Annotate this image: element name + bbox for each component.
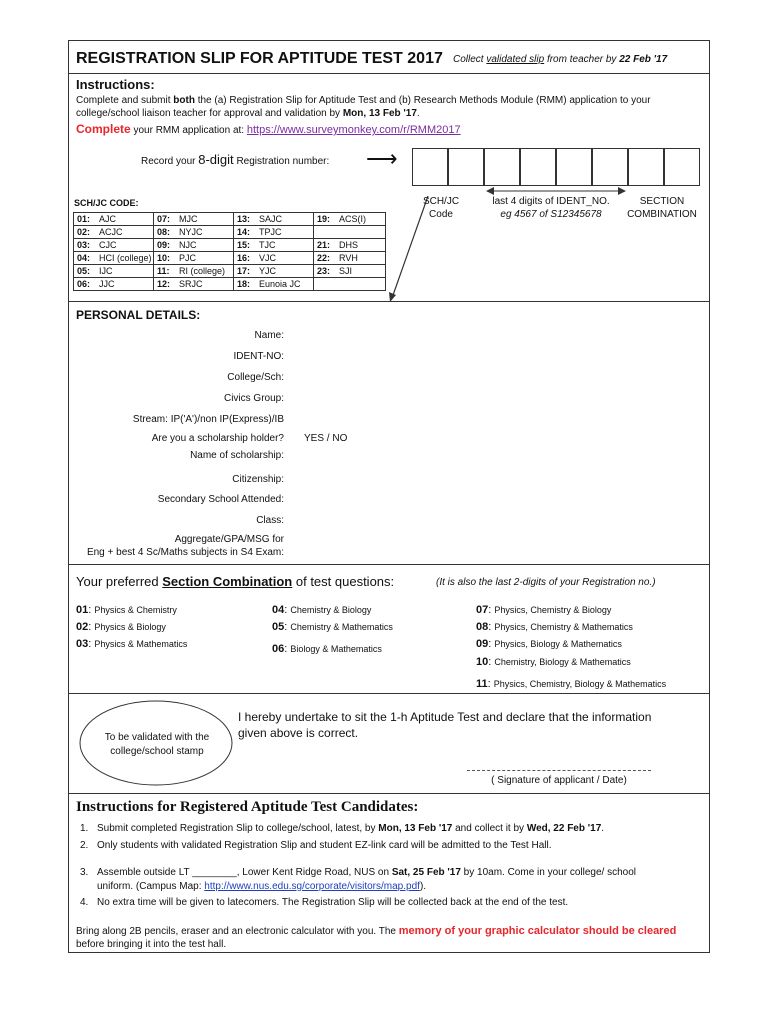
aggregate-label-2: Eng + best 4 Sc/Maths subjects in S4 Exam: [86, 547, 284, 558]
school-code-cell [234, 213, 314, 226]
school-code-number: 12: [157, 279, 171, 289]
school-code-cell [314, 278, 386, 291]
school-code-row [74, 265, 386, 278]
school-code-number: 22: [317, 253, 331, 263]
declaration-text: I hereby undertake to sit the 1-h Aptitude Test and declare that the information given above is correct. [238, 710, 652, 740]
section-combo-number: 08 [476, 621, 489, 633]
reg-digit-box-4[interactable] [520, 148, 556, 186]
divider [68, 693, 710, 694]
school-code-name: ACS(I) [339, 214, 366, 224]
stream-label: Stream: IP('A')/non IP(Express)/IB [132, 414, 284, 425]
colon: : [284, 621, 291, 633]
collect-note: Collect validated slip from teacher by 22 Feb '17 [453, 54, 668, 65]
section-combo-number: 07 [476, 604, 489, 616]
reg-digit-box-3[interactable] [484, 148, 520, 186]
school-code-number: 07: [157, 214, 171, 224]
school-code-name: TJC [259, 240, 276, 250]
school-code-name: Eunoia JC [259, 279, 301, 289]
school-code-name: SJI [339, 266, 353, 276]
personal-heading: PERSONAL DETAILS: [76, 308, 201, 322]
school-code-number: 10: [157, 253, 171, 263]
section-combo-text: Physics & Mathematics [94, 639, 188, 649]
section-combo-text: Chemistry & Biology [290, 605, 372, 615]
divider [68, 73, 710, 74]
school-code-name: IJC [99, 266, 113, 276]
school-code-cell [314, 252, 386, 265]
record-label: Record your 8-digit Registration number: [141, 152, 330, 167]
school-code-cell [234, 226, 314, 239]
section-combo-number: 01 [76, 604, 89, 616]
citizenship-label: Citizenship: [232, 474, 284, 485]
section-combo-text: Physics, Chemistry, Biology & Mathematics [493, 679, 667, 689]
school-code-number: 13: [237, 214, 251, 224]
school-code-number: 02: [77, 227, 91, 237]
section-combo-item [76, 634, 187, 652]
colon: : [88, 621, 95, 633]
school-code-cell [234, 239, 314, 252]
colon: : [284, 604, 291, 616]
school-code-name: NYJC [179, 227, 203, 237]
school-code-cell [154, 239, 234, 252]
reg-digit-box-7[interactable] [628, 148, 664, 186]
colon: : [488, 638, 495, 650]
section-combo-item [476, 634, 622, 652]
school-code-number: 23: [317, 266, 331, 276]
school-code-number: 01: [77, 214, 91, 224]
civics-label: Civics Group: [223, 393, 284, 404]
school-code-cell [314, 226, 386, 239]
school-code-name: HCI (college) [99, 253, 152, 263]
section-combo-text: Biology & Mathematics [290, 644, 382, 654]
candidates-item-1: Submit completed Registration Slip to college/school, latest, by Mon, 13 Feb '17 and collect it by Wed, 22 Feb '17. [97, 823, 605, 834]
reg-digit-box-2[interactable] [448, 148, 484, 186]
colon: : [88, 604, 95, 616]
rmm-line: Complete your RMM application at: https://www.surveymonkey.com/r/RMM2017 [76, 122, 461, 136]
candidates-item-3-cont: uniform. (Campus Map: http://www.nus.edu.sg/corporate/visitors/map.pdf). [97, 881, 427, 892]
school-code-name: TPJC [259, 227, 282, 237]
school-code-name: PJC [179, 253, 197, 263]
section-combo-item [476, 617, 633, 635]
bring-note-cont: before bringing it into the test hall. [76, 939, 227, 950]
form-title: REGISTRATION SLIP FOR APTITUDE TEST 2017 [76, 50, 443, 67]
divider [68, 793, 710, 794]
school-code-cell [234, 265, 314, 278]
candidates-heading: Instructions for Registered Aptitude Test Candidates: [76, 799, 419, 815]
colon: : [488, 604, 495, 616]
school-code-cell [154, 226, 234, 239]
school-code-cell [314, 213, 386, 226]
colon: : [284, 643, 291, 655]
stamp-text: To be validated with the college/school stamp [104, 732, 210, 757]
instructions-line2: college/school liaison teacher for approval and validation by Mon, 13 Feb '17. [76, 108, 420, 119]
instructions-line1: Complete and submit both the (a) Registration Slip for Aptitude Test and (b) Research Methods Module (RMM) application to your [76, 95, 651, 106]
reg-digit-box-5[interactable] [556, 148, 592, 186]
candidates-item-2: Only students with validated Registration Slip and student EZ-link card will be admitted to the Test Hall. [97, 840, 552, 851]
section-combo-number: 02 [76, 621, 89, 633]
school-code-name: SRJC [179, 279, 203, 289]
school-code-row [74, 239, 386, 252]
scholarship-yes-no[interactable]: YES / NO [304, 433, 348, 444]
rmm-link[interactable]: https://www.surveymonkey.com/r/RMM2017 [246, 124, 461, 136]
colon: : [488, 656, 495, 668]
school-code-row [74, 278, 386, 291]
school-code-cell [74, 239, 154, 252]
section-combo-number: 06 [272, 643, 285, 655]
section-combo-item [272, 600, 371, 618]
section-combo-item [76, 617, 166, 635]
school-code-name: DHS [339, 240, 359, 250]
section-combo-item [76, 600, 177, 618]
section-combo-number: 09 [476, 638, 489, 650]
school-code-cell [314, 239, 386, 252]
candidates-num-2: 2. [80, 840, 89, 851]
school-code-name: AJC [99, 214, 117, 224]
scholarship-question: Are you a scholarship holder? [151, 433, 284, 444]
school-code-name: RI (college) [179, 266, 226, 276]
candidates-item-4: No extra time will be given to latecomers. The Registration Slip will be collected back at the end of the test. [97, 897, 569, 908]
section-combo-number: 11 [476, 678, 488, 690]
school-code-name: NJC [179, 240, 197, 250]
section-combo-item [476, 600, 611, 618]
reg-digit-box-6[interactable] [592, 148, 628, 186]
school-code-cell [74, 265, 154, 278]
candidates-num-3: 3. [80, 867, 89, 878]
school-code-number: 06: [77, 279, 91, 289]
col-ident: last 4 digits of IDENT_NO. eg 4567 of S12345678 [492, 196, 610, 220]
colon: : [88, 638, 95, 650]
school-code-cell [154, 278, 234, 291]
school-code-name: YJC [259, 266, 277, 276]
school-code-cell [234, 278, 314, 291]
section-combo-item [476, 652, 631, 670]
reg-digit-box-8[interactable] [664, 148, 700, 186]
section-combo-number: 03 [76, 638, 89, 650]
candidates-num-4: 4. [80, 897, 89, 908]
school-code-name: SAJC [259, 214, 283, 224]
school-code-number: 14: [237, 227, 251, 237]
school-code-cell [74, 278, 154, 291]
arrow-icon: ⟶ [366, 146, 398, 171]
col-section: SECTION COMBINATION [627, 196, 697, 220]
school-code-number: 05: [77, 266, 91, 276]
signature-line[interactable] [467, 770, 651, 771]
school-code-number: 16: [237, 253, 251, 263]
school-code-row [74, 252, 386, 265]
school-code-name: RVH [339, 253, 358, 263]
school-code-number: 21: [317, 240, 331, 250]
school-code-cell [234, 252, 314, 265]
school-code-number: 08: [157, 227, 171, 237]
candidates-item-3: Assemble outside LT ________, Lower Kent Ridge Road, NUS on Sat, 25 Feb '17 by 10am. Come in your college/ school [97, 867, 636, 878]
school-code-number: 03: [77, 240, 91, 250]
school-code-name: CJC [99, 240, 117, 250]
school-code-name: VJC [259, 253, 277, 263]
school-code-cell [154, 252, 234, 265]
school-code-name: ACJC [99, 227, 123, 237]
section-combo-item [476, 674, 666, 692]
signature-label: ( Signature of applicant / Date) [491, 775, 627, 786]
secondary-label: Secondary School Attended: [157, 494, 284, 505]
aggregate-label-1: Aggregate/GPA/MSG for [174, 534, 284, 545]
section-combo-item [272, 639, 382, 657]
school-code-cell [74, 252, 154, 265]
college-label: College/Sch: [227, 372, 284, 383]
school-code-table [73, 212, 386, 291]
section-combo-heading: Your preferred Section Combination of test questions: [76, 574, 395, 589]
section-combo-item [272, 617, 393, 635]
candidates-num-1: 1. [80, 823, 89, 834]
school-code-row [74, 226, 386, 239]
school-code-number: 19: [317, 214, 331, 224]
school-code-number: 18: [237, 279, 251, 289]
col-schjc: SCH/JC Code [422, 196, 460, 220]
class-label: Class: [256, 515, 284, 526]
school-code-number: 04: [77, 253, 91, 263]
school-code-cell [314, 265, 386, 278]
school-code-name: JJC [99, 279, 115, 289]
school-code-number: 11: [157, 266, 170, 276]
section-combo-text: Physics, Biology & Mathematics [494, 639, 622, 649]
section-combo-text: Physics, Chemistry & Biology [494, 605, 612, 615]
section-combo-number: 10 [476, 656, 489, 668]
school-code-number: 15: [237, 240, 251, 250]
instructions-heading: Instructions: [76, 77, 155, 92]
colon: : [487, 678, 494, 690]
section-combo-text: Physics & Chemistry [94, 605, 177, 615]
school-code-cell [154, 265, 234, 278]
scholarship-name-label: Name of scholarship: [190, 450, 284, 461]
section-combo-text: Chemistry, Biology & Mathematics [494, 657, 631, 667]
school-code-row [74, 213, 386, 226]
reg-digit-box-1[interactable] [412, 148, 448, 186]
section-combo-number: 04 [272, 604, 285, 616]
ident-label: IDENT-NO: [233, 351, 284, 362]
section-combo-note: (It is also the last 2-digits of your Registration no.) [436, 577, 656, 588]
school-code-number: 17: [237, 266, 251, 276]
bring-note: Bring along 2B pencils, eraser and an electronic calculator with you. The memory of your graphic calculator should be cleared [76, 925, 677, 937]
school-code-cell [74, 213, 154, 226]
name-label: Name: [254, 330, 284, 341]
school-code-cell [74, 226, 154, 239]
campus-map-link[interactable]: http://www.nus.edu.sg/corporate/visitors/map.pdf [204, 881, 420, 892]
section-combo-text: Chemistry & Mathematics [290, 622, 393, 632]
divider [68, 301, 710, 302]
school-code-cell [154, 213, 234, 226]
section-combo-text: Physics, Chemistry & Mathematics [494, 622, 633, 632]
section-combo-number: 05 [272, 621, 285, 633]
divider [68, 564, 710, 565]
colon: : [488, 621, 495, 633]
schjc-code-heading: SCH/JC CODE: [74, 198, 139, 208]
school-code-name: MJC [179, 214, 198, 224]
school-code-number: 09: [157, 240, 171, 250]
section-combo-text: Physics & Biology [94, 622, 166, 632]
